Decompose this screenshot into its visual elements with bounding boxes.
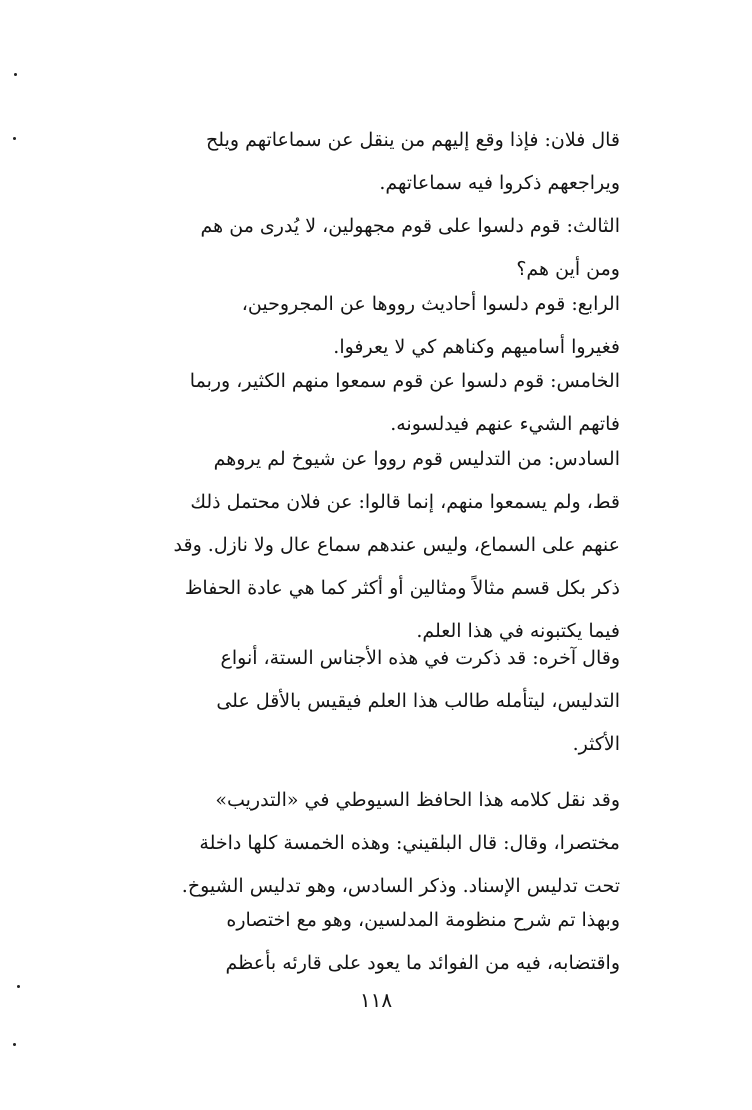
scan-mark	[13, 137, 16, 140]
paragraph-7	[130, 779, 620, 908]
text-line: التدليس، ليتأمله طالب هذا العلم فيقيس بالأقل على	[216, 690, 620, 712]
scan-mark	[14, 73, 17, 76]
text-line: فيما يكتبونه في هذا العلم.	[416, 620, 620, 642]
text-line: وبهذا تم شرح منظومة المدلسين، وهو مع اختصاره	[226, 909, 620, 931]
text-line: الرابع: قوم دلسوا أحاديث رووها عن المجروحين،	[241, 293, 620, 315]
text-line: ذكر بكل قسم مثالاً ومثالين أو أكثر كما هي عادة الحفاظ	[184, 577, 620, 599]
paragraph-6	[130, 637, 620, 766]
text-line: قط، ولم يسمعوا منهم، إنما قالوا: عن فلان محتمل ذلك	[190, 491, 620, 513]
paragraph-5	[130, 438, 620, 653]
text-line: ومن أين هم؟	[516, 258, 620, 280]
text-line: الثالث: قوم دلسوا على قوم مجهولين، لا يُدرى من هم	[200, 215, 620, 237]
text-line: الخامس: قوم دلسوا عن قوم سمعوا منهم الكثير، وربما	[189, 370, 620, 392]
text-line: واقتضابه، فيه من الفوائد ما يعود على قارئه بأعظم	[225, 952, 620, 974]
text-line: السادس: من التدليس قوم رووا عن شيوخ لم يروهم	[213, 448, 620, 470]
paragraph-1	[130, 119, 620, 205]
text-line: قال فلان: فإذا وقع إليهم من ينقل عن سماعاتهم ويلح	[206, 129, 620, 151]
text-line: وقد نقل كلامه هذا الحافظ السيوطي في «التدريب»	[215, 789, 620, 811]
text-line: ويراجعهم ذكروا فيه سماعاتهم.	[379, 172, 620, 194]
text-line: عنهم على السماع، وليس عندهم سماع عال ولا نازل. وقد	[173, 534, 620, 556]
text-line: مختصرا، وقال: قال البلقيني: وهذه الخمسة كلها داخلة	[199, 832, 620, 854]
text-line: الأكثر.	[572, 733, 620, 755]
paragraph-8	[130, 899, 620, 985]
text-line: فاتهم الشيء عنهم فيدلسونه.	[390, 413, 620, 435]
text-line: فغيروا أساميهم وكناهم كي لا يعرفوا.	[333, 336, 620, 358]
paragraph-4	[130, 360, 620, 446]
text-line: وقال آخره: قد ذكرت في هذه الأجناس الستة، أنواع	[220, 647, 620, 669]
paragraph-2	[130, 205, 620, 291]
page-number: ١١٨	[359, 988, 393, 1012]
text-line: تحت تدليس الإسناد. وذكر السادس، وهو تدليس الشيوخ.	[181, 875, 620, 897]
paragraph-3	[130, 283, 620, 369]
scan-mark	[13, 1043, 16, 1046]
